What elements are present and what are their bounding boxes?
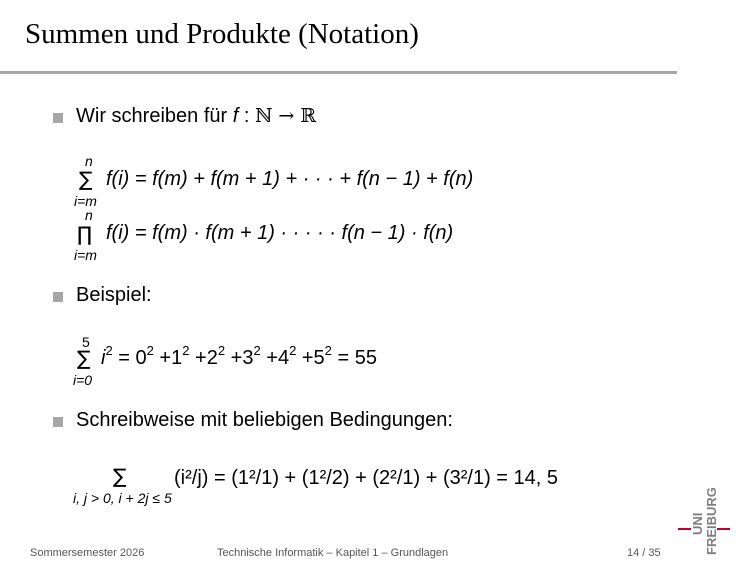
slide-title: Summen und Produkte (Notation) <box>25 18 419 50</box>
term-exponent: 2 <box>289 343 297 358</box>
bullet-label: Wir schreiben für <box>76 105 233 127</box>
sum-operator: ∑ <box>79 167 93 191</box>
example-exponent: 2 <box>105 343 113 358</box>
condition-sum-operator: ∑ <box>113 464 127 488</box>
product-expression: f(i) = f(m) · f(m + 1) · · · · · f(n − 1) · f(n) <box>106 222 454 244</box>
condition-expression: (i²/j) = (1²/1) + (1²/2) + (2²/1) + (3²/1) = 14, 5 <box>174 467 559 489</box>
term: 3 <box>242 347 254 369</box>
term: 2 <box>206 347 218 369</box>
term-exponent: 2 <box>253 343 261 358</box>
bullet-marker <box>53 417 63 427</box>
product-upper-limit: n <box>85 207 93 223</box>
term-exponent: 2 <box>217 343 226 358</box>
plus-sign: + <box>266 347 278 369</box>
bullet-text-notation <box>76 105 316 128</box>
footer-course: Technische Informatik – Kapitel 1 – Grundlagen <box>217 547 449 559</box>
real-numbers-symbol: ℝ <box>300 105 317 127</box>
term-exponent: 2 <box>182 343 190 358</box>
sum-expression: f(i) = f(m) + f(m + 1) + · · · + f(n − 1) + f(n) <box>106 168 474 190</box>
example-base: i <box>101 347 106 369</box>
arrow-symbol: → <box>272 105 301 127</box>
footer-page-number: 14 / 35 <box>627 547 661 559</box>
plus-sign: + <box>159 347 172 369</box>
plus-sign: + <box>301 347 314 369</box>
example-sum-operator: ∑ <box>77 346 91 370</box>
bullet-text-example: Beispiel: <box>76 284 152 306</box>
footer-semester: Sommersemester 2026 <box>30 547 145 559</box>
term-exponent: 2 <box>324 343 332 358</box>
example-expression <box>101 343 377 370</box>
university-logo <box>676 480 756 567</box>
term-exponent: 2 <box>146 343 154 358</box>
colon: : <box>238 105 255 127</box>
term: 4 <box>277 347 290 369</box>
term: 1 <box>171 347 183 369</box>
natural-numbers-symbol: ℕ <box>254 105 273 127</box>
bullet-text-conditions: Schreibweise mit beliebigen Bedingungen: <box>76 409 453 431</box>
logo-text-freiburg: FREIBURG <box>704 487 719 555</box>
term: 0 <box>135 347 147 369</box>
condition-lower-limit: i, j > 0, i + 2j ≤ 5 <box>73 490 172 506</box>
logo-text-uni: UNI <box>690 512 705 535</box>
bullet-marker <box>53 113 63 123</box>
term: 5 <box>313 347 325 369</box>
plus-sign: + <box>230 347 243 369</box>
university-logo-graphic <box>676 480 756 567</box>
example-result: = 55 <box>337 347 377 369</box>
product-lower-limit: i=m <box>74 247 97 263</box>
equals-sign: = <box>118 347 136 369</box>
example-lower-limit: i=0 <box>73 372 93 388</box>
sum-lower-limit: i=m <box>74 193 97 209</box>
plus-sign: + <box>195 347 207 369</box>
function-symbol: f <box>232 105 239 127</box>
title-divider <box>0 71 677 74</box>
example-upper-limit: 5 <box>82 334 90 350</box>
product-operator: ∏ <box>77 222 93 246</box>
sum-upper-limit: n <box>85 153 93 169</box>
bullet-marker <box>53 292 63 302</box>
